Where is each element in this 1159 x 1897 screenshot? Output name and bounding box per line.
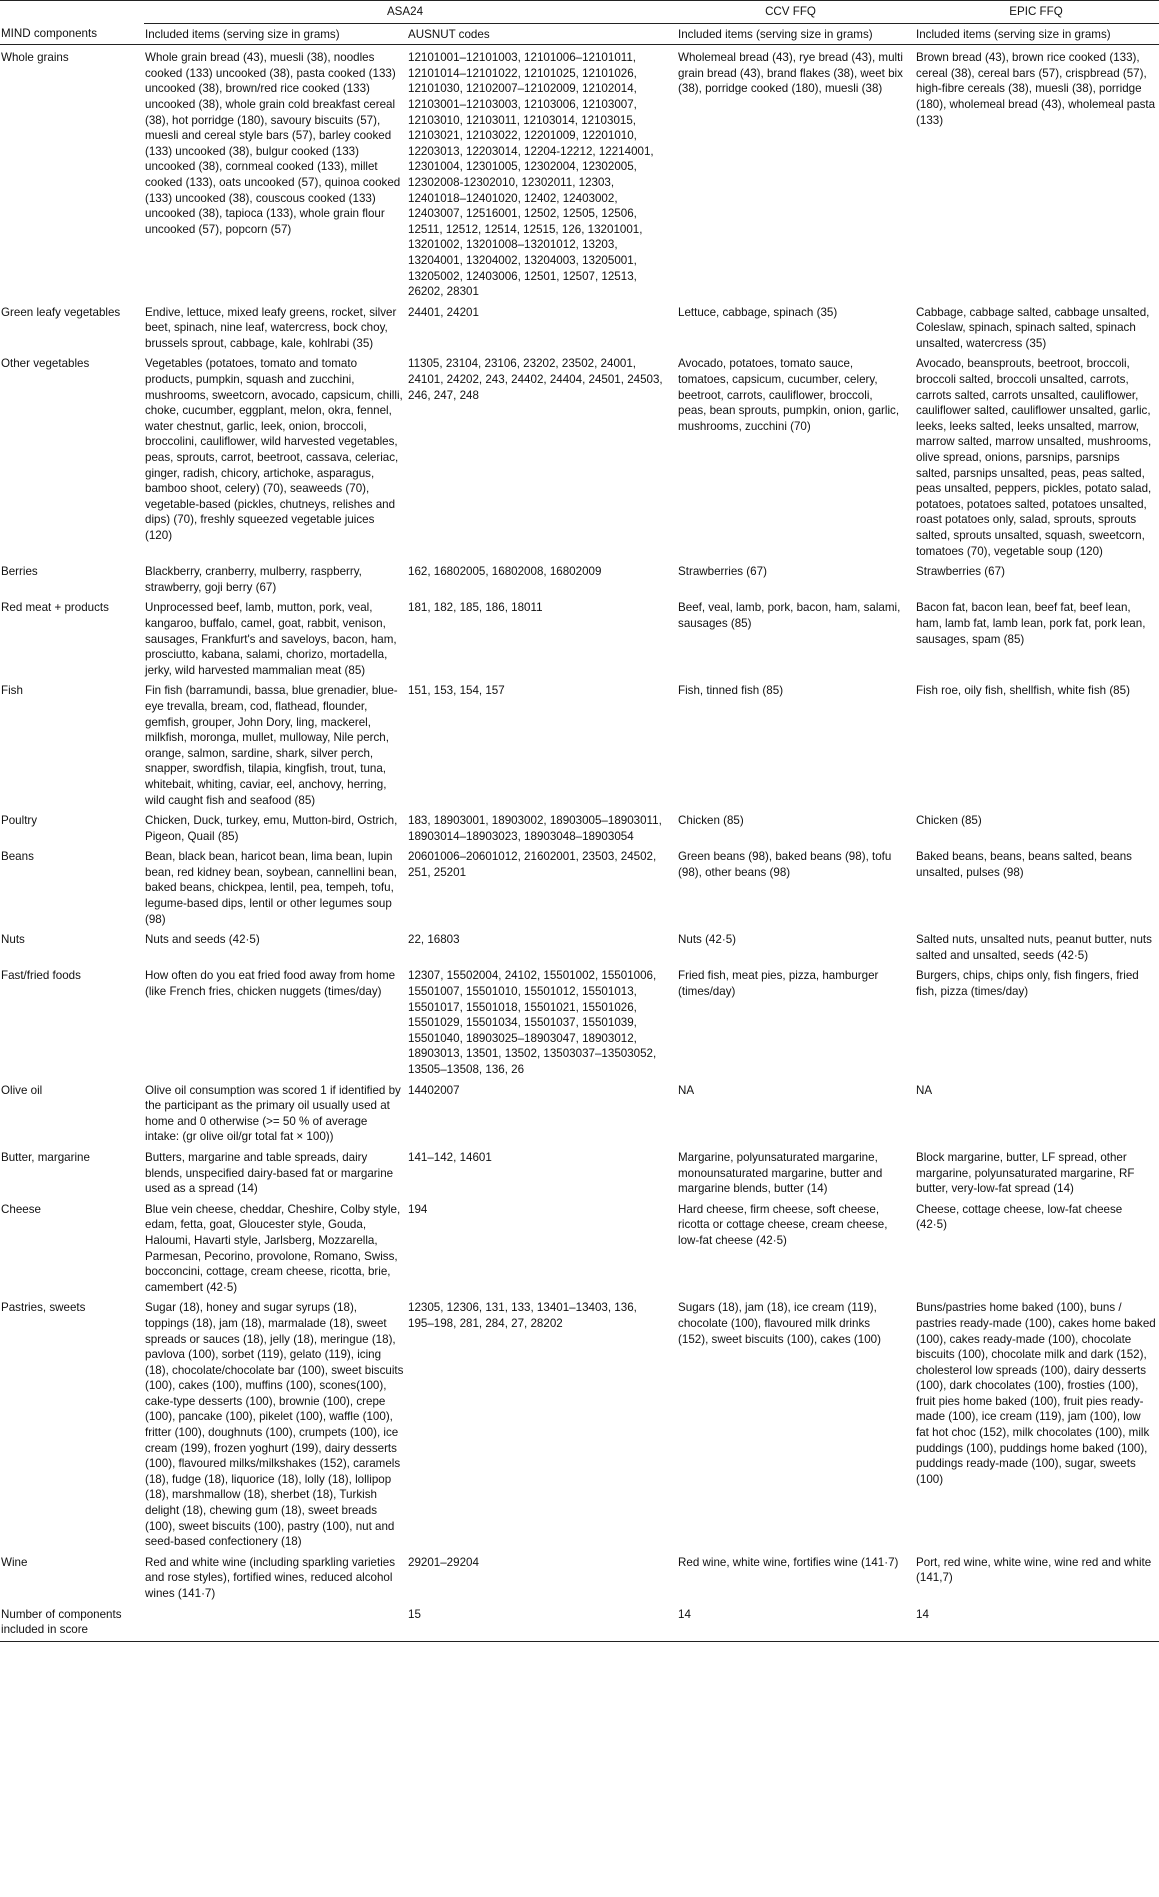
- ausnut-codes-cell: 14402007: [408, 1083, 460, 1097]
- ccv-items-cell: Hard cheese, firm cheese, soft cheese, ricotta or cottage cheese, cream cheese, low-fat cheese (42·5): [678, 1202, 888, 1247]
- component-cell: Cheese: [1, 1202, 41, 1216]
- ccv-items-cell: Fish, tinned fish (85): [678, 684, 784, 698]
- ccv-items-cell: Fried fish, meat pies, pizza, hamburger (times/day): [678, 969, 879, 999]
- asa24-items-cell: Vegetables (potatoes, tomato and tomato products, pumpkin, squash and zucchini, mushrooms, sweetcorn, avocado, capsicum, chilli, choke, cucumber, eggplant, melon, okra, fennel, water chestnut, garlic, leek, onion, broccoli, broccolini, cauliflower, wild harvested vegetables, peas, sprouts, carrot, beetroot, cassava, celeriac, ginger, radish, chicory, artichoke, asparagus, bamboo shoot, celery) (70), seaweeds (70), vegetable-based (pickles, chutneys, relishes and dips) (70), freshly squeezed vegetable juices (120): [145, 357, 403, 542]
- group-header-ccv-ffq: CCV FFQ: [668, 1, 906, 24]
- component-cell: Olive oil: [1, 1083, 43, 1097]
- asa24-items-cell: Red and white wine (including sparkling varieties and rose styles), fortified wines, reduced alcohol wines (141·7): [145, 1555, 396, 1600]
- column-header-asa24-items: Included items (serving size in grams): [144, 23, 407, 45]
- epic-items-cell: Buns/pastries home baked (100), buns / pastries ready-made (100), cakes home baked (100), cakes ready-made (100), chocolate biscuits (100), chocolate milk and dark (152), cholesterol low spreads (100), dairy desserts (100), dark chocolates (100), frosties (100), fruit pies home baked (100), fruit pies ready-made (100), ice cream (119), jam (100), low fat hot choc (152), milk chocolates (100), milk puddings (100), puddings home baked (100), puddings ready-made (100), sugar, sweets (100): [916, 1301, 1156, 1486]
- column-header-ccv-items: Included items (serving size in grams): [668, 23, 906, 45]
- asa24-items-cell: Sugar (18), honey and sugar syrups (18), toppings (18), jam (18), marmalade (18), sweet spreads or sauces (18), jelly (18), meringue (18), pavlova (100), sorbet (119), gelato (119), icing (18), chocolate/chocolate bar (100), sweet biscuits (100), cakes (100), muffins (100), scones(100), cake-type desserts (100), brownie (100), crepe (100), pancake (100), pikelet (100), waffle (100), fritter (100), doughnuts (100), crumpets (100), ice cream (199), frozen yoghurt (199), dairy desserts (100), flavoured milks/milkshakes (152), caramels (18), fudge (18), liquorice (18), lolly (18), lollipop (18), marshmallow (18), sherbet (18), Turkish delight (18), chewing gum (18), sweet breads (100), sweet biscuits (100), pastry (100), nut and seed-based confectionery (18): [145, 1301, 404, 1549]
- epic-items-cell: Fish roe, oily fish, shellfish, white fish (85): [916, 684, 1130, 698]
- asa24-items-cell: Unprocessed beef, lamb, mutton, pork, veal, kangaroo, buffalo, camel, goat, rabbit, venison, sausages, Frankfurt's and saveloys, bacon, ham, prosciutto, kabana, salami, chorizo, mortadella, jerky, wild harvested mammalian meat (85): [145, 601, 397, 677]
- ccv-items-cell: Strawberries (67): [678, 565, 767, 579]
- table-row: [0, 927, 1159, 963]
- table-row: [0, 351, 1159, 559]
- column-header-ausnut-codes: AUSNUT codes: [407, 23, 668, 45]
- asa24-items-cell: Butters, margarine and table spreads, dairy blends, unspecified dairy-based fat or margarine used as a spread (14): [145, 1150, 394, 1196]
- component-cell: Pastries, sweets: [1, 1301, 86, 1315]
- ccv-items-cell: Red wine, white wine, fortifies wine (141·7): [678, 1555, 899, 1569]
- table-row: [0, 678, 1159, 808]
- table-row: [0, 1602, 1159, 1642]
- ccv-items-cell: Sugars (18), jam (18), ice cream (119), chocolate (100), flavoured milk drinks (152), sweet biscuits (100), cakes (100): [678, 1301, 881, 1346]
- epic-items-cell: Salted nuts, unsalted nuts, peanut butter, nuts salted and unsalted, seeds (42·5): [916, 933, 1152, 962]
- asa24-items-cell: How often do you eat fried food away from home (like French fries, chicken nuggets (times/day): [145, 969, 396, 999]
- component-cell: Green leafy vegetables: [1, 305, 121, 319]
- ccv-items-cell: Wholemeal bread (43), rye bread (43), multi grain bread (43), brand flakes (38), weet bix (38), porridge cooked (180), muesli (38): [678, 51, 903, 96]
- epic-items-cell: Burgers, chips, chips only, fish fingers, fried fish, pizza (times/day): [916, 969, 1139, 999]
- ausnut-codes-cell: 194: [408, 1202, 428, 1216]
- epic-items-cell: Port, red wine, white wine, wine red and white (141,7): [916, 1555, 1152, 1585]
- table-row: [0, 300, 1159, 352]
- ccv-items-cell: Lettuce, cabbage, spinach (35): [678, 305, 838, 319]
- ausnut-codes-cell: 22, 16803: [408, 933, 460, 947]
- table-row: [0, 595, 1159, 678]
- epic-items-cell: Bacon fat, bacon lean, beef fat, beef lean, ham, lamb fat, lamb lean, pork fat, pork lean, sausages, spam (85): [916, 601, 1146, 646]
- ausnut-codes-cell: 11305, 23104, 23106, 23202, 23502, 24001, 24101, 24202, 243, 24402, 24404, 24501, 24503, 246, 247, 248: [408, 357, 663, 402]
- ausnut-codes-cell: 24401, 24201: [408, 305, 479, 319]
- table-row: [0, 844, 1159, 927]
- component-cell: Berries: [1, 565, 38, 579]
- asa24-items-cell: Bean, black bean, haricot bean, lima bean, lupin bean, red kidney bean, soybean, cannellini bean, baked beans, chickpea, lentil, pea, tempeh, tofu, legume-based dips, lentil or other legumes soup (98): [145, 850, 398, 926]
- ausnut-codes-cell: 141–142, 14601: [408, 1150, 492, 1164]
- epic-items-cell: Avocado, beansprouts, beetroot, broccoli, broccoli salted, broccoli unsalted, carrots, carrots salted, carrots unsalted, cauliflower, cauliflower salted, cauliflower unsalted, garlic, leeks, leeks salted, leeks unsalted, marrow, marrow salted, marrow unsalted, mushrooms, olive spread, onions, parsnips, parsnips salted, parsnips unsalted, peas, peas salted, peas unsalted, peppers, pickles, potato salad, potatoes, potatoes salted, potatoes unsalted, roast potatoes only, salad, sprouts, sprouts salted, sprouts unsalted, squash, sweetcorn, tomatoes (70), vegetable soup (120): [916, 357, 1152, 558]
- epic-items-cell: Cabbage, cabbage salted, cabbage unsalted, Coleslaw, spinach, spinach salted, spinach unsalted, watercress (35): [916, 305, 1150, 350]
- ausnut-codes-cell: 151, 153, 154, 157: [408, 684, 505, 698]
- ccv-items-cell: NA: [678, 1083, 695, 1097]
- table-row: [0, 1550, 1159, 1602]
- component-cell: Nuts: [1, 933, 25, 947]
- asa24-items-cell: Fin fish (barramundi, bassa, blue grenadier, blue-eye trevalla, bream, cod, flathead, flounder, gemfish, grouper, John Dory, ling, mackerel, milkfish, moronga, mullet, mulloway, Nile perch, orange, salmon, sardine, shark, silver perch, snapper, swordfish, tilapia, kingfish, trout, tuna, whitebait, whiting, caviar, eel, anchovy, herring, wild caught fish and seafood (85): [145, 684, 398, 807]
- table-row: [0, 1295, 1159, 1550]
- epic-items-cell: Baked beans, beans, beans salted, beans unsalted, pulses (98): [916, 850, 1132, 879]
- asa24-items-cell: Nuts and seeds (42·5): [145, 933, 260, 947]
- group-header-epic-ffq: EPIC FFQ: [906, 1, 1159, 24]
- epic-items-cell: Block margarine, butter, LF spread, other margarine, polyunsaturated margarine, RF butter, very-low-fat spread (14): [916, 1150, 1135, 1196]
- component-cell: Number of components included in score: [0, 1602, 144, 1642]
- asa24-items-cell: Olive oil consumption was scored 1 if identified by the participant as the primary oil usually used at home and 0 otherwise (>= 50 % of average intake: (gr olive oil/gr total fat × 100)): [145, 1083, 401, 1144]
- ausnut-codes-cell: 181, 182, 185, 186, 18011: [408, 601, 543, 615]
- component-cell: Other vegetables: [1, 357, 90, 371]
- asa24-items-cell: Blue vein cheese, cheddar, Cheshire, Colby style, edam, fetta, goat, Gloucester style, Gouda, Haloumi, Havarti style, Jarlsberg, Mozzarella, Parmesan, Pecorino, provolone, Romano, Swiss, bocconcini, cottage, cream cheese, ricotta, brie, camembert (42·5): [145, 1202, 401, 1294]
- epic-items-cell: Strawberries (67): [916, 565, 1005, 579]
- table-row: [0, 1078, 1159, 1145]
- table-row: [0, 1145, 1159, 1197]
- component-cell: Poultry: [1, 814, 38, 828]
- column-header-component: MIND components: [0, 23, 144, 45]
- epic-items-cell: Brown bread (43), brown rice cooked (133), cereal (38), cereal bars (57), crispbread (57), high-fibre cereals (38), muesli (38), porridge (180), wholemeal bread (43), wholemeal pasta (133): [916, 51, 1156, 127]
- header-empty-cell: [0, 1, 144, 24]
- ausnut-codes-cell: 162, 16802005, 16802008, 16802009: [408, 565, 602, 579]
- ccv-items-cell: Green beans (98), baked beans (98), tofu (98), other beans (98): [678, 850, 892, 879]
- ausnut-codes-cell: 12305, 12306, 131, 133, 13401–13403, 136, 195–198, 281, 284, 27, 28202: [408, 1301, 637, 1330]
- asa24-items-cell: Blackberry, cranberry, mulberry, raspberry, strawberry, goji berry (67): [145, 565, 362, 594]
- ausnut-codes-cell: 12101001–12101003, 12101006–12101011, 12101014–12101022, 12101025, 12101026, 12101030, 12102007–12102009, 12102014, 12103001–12103003, 12103006, 12103007, 12103010, 12103011, 12103014, 12103015, 12103021, 12103022, 12201009, 12201010, 12203013, 12203014, 12204-12212, 12214001, 12301004, 12301005, 12302004, 12302005, 12302008-12302010, 12302011, 12303, 12401018–12401020, 12402, 12403002, 12403007, 12516001, 12502, 12505, 12506, 12511, 12512, 12514, 12515, 126, 13201001, 13201002, 13201008–13201012, 13203, 13204001, 13204002, 13204003, 13205001, 13205002, 12403006, 12501, 12507, 12513, 26202, 28301: [408, 51, 654, 299]
- table-row: [0, 1197, 1159, 1296]
- table-row: [0, 559, 1159, 595]
- ausnut-codes-cell: 12307, 15502004, 24102, 15501002, 15501006, 15501007, 15501010, 15501012, 15501013, 15501017, 15501018, 15501021, 15501026, 15501029, 15501034, 15501037, 15501039, 15501040, 18903025–18903047, 18903012, 18903013, 13501, 13502, 13503037–13503052, 13505–13508, 136, 26: [408, 969, 657, 1076]
- ausnut-codes-cell: 183, 18903001, 18903002, 18903005–18903011, 18903014–18903023, 18903048–18903054: [408, 814, 662, 843]
- ccv-items-cell: Beef, veal, lamb, pork, bacon, ham, salami, sausages (85): [678, 601, 901, 630]
- asa24-items-cell: [144, 1602, 407, 1642]
- component-cell: Wine: [1, 1555, 28, 1569]
- asa24-items-cell: Whole grain bread (43), muesli (38), noodles cooked (133) uncooked (38), pasta cooked (133) uncooked (38), brown/red rice cooked (133) uncooked (38), whole grain cold breakfast cereal (38), hot porridge (180), savoury biscuits (57), muesli and cereal style bars (57), barley cooked (133) uncooked (38), bulgur cooked (133) uncooked (38), cornmeal cooked (133), millet cooked (133), oats uncooked (57), quinoa cooked (133) uncooked (38), couscous cooked (133) uncooked (38), tapioca (133), whole grain flour uncooked (57), popcorn (57): [145, 51, 401, 236]
- component-cell: Fish: [1, 684, 23, 698]
- table-row: [0, 45, 1159, 300]
- ausnut-codes-cell: 20601006–20601012, 21602001, 23503, 24502, 251, 25201: [408, 850, 657, 879]
- component-cell: Fast/fried foods: [1, 969, 81, 983]
- component-cell: Butter, margarine: [1, 1150, 90, 1164]
- ausnut-codes-cell: 29201–29204: [408, 1555, 479, 1569]
- asa24-items-cell: Endive, lettuce, mixed leafy greens, rocket, silver beet, spinach, nine leaf, watercress, bock choy, brussels sprout, cabbage, kale, kohlrabi (35): [145, 305, 397, 350]
- ccv-items-cell: Nuts (42·5): [678, 933, 737, 947]
- table-row: [0, 963, 1159, 1077]
- group-header-asa24: ASA24: [144, 1, 668, 24]
- epic-items-cell: Chicken (85): [916, 814, 982, 828]
- ccv-items-cell: Chicken (85): [678, 814, 744, 828]
- ccv-items-cell: Margarine, polyunsaturated margarine, monounsaturated margarine, butter and margarine blends, butter (14): [678, 1150, 883, 1196]
- column-header-epic-items: Included items (serving size in grams): [906, 23, 1159, 45]
- component-cell: Red meat + products: [1, 601, 109, 615]
- epic-items-cell: NA: [916, 1083, 933, 1097]
- component-cell: Whole grains: [1, 51, 69, 65]
- asa24-items-cell: Chicken, Duck, turkey, emu, Mutton-bird, Ostrich, Pigeon, Quail (85): [145, 814, 398, 843]
- ccv-items-cell: 14: [668, 1602, 906, 1642]
- epic-items-cell: 14: [906, 1602, 1159, 1642]
- component-cell: Beans: [1, 850, 34, 864]
- ausnut-codes-cell: 15: [407, 1602, 668, 1642]
- table-row: [0, 808, 1159, 844]
- epic-items-cell: Cheese, cottage cheese, low-fat cheese (42·5): [916, 1202, 1123, 1232]
- ccv-items-cell: Avocado, potatoes, tomato sauce, tomatoes, capsicum, cucumber, celery, beetroot, carrots, cauliflower, broccoli, peas, bean sprouts, pumpkin, onion, garlic, mushrooms, zucchini (70): [678, 357, 900, 433]
- table-body: [0, 45, 1159, 1642]
